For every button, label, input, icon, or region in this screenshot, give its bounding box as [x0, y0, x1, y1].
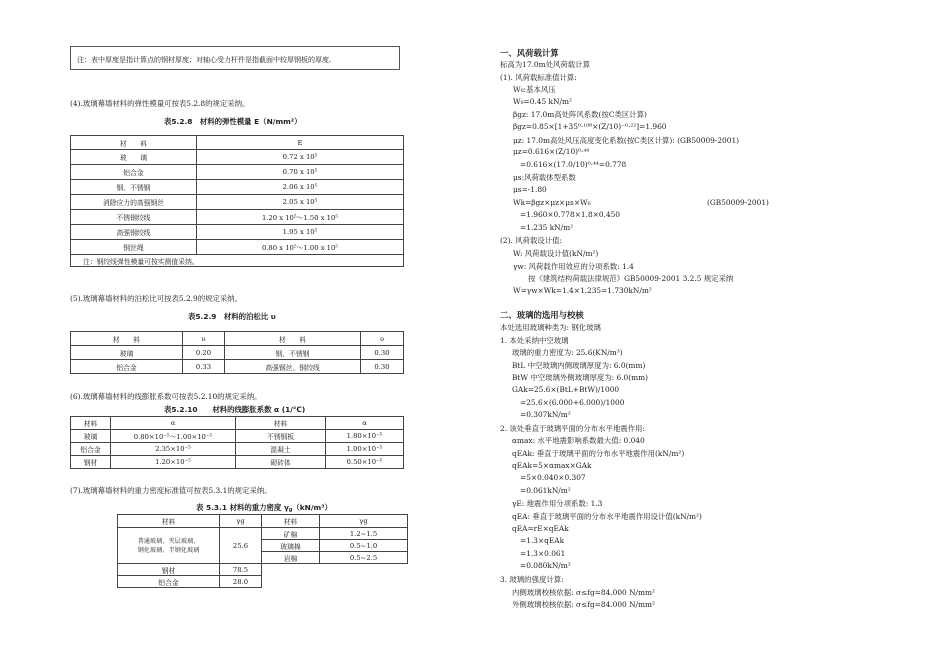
- t528-modulus: 0.80 x 10⁵～1.00 x 10⁵: [197, 240, 404, 255]
- calc-line: =0.080kN/m²: [520, 561, 571, 571]
- calc-line: 1. 本处采纳中空玻璃: [500, 335, 569, 345]
- t528-modulus: 1.95 x 10⁵: [197, 225, 404, 240]
- calc-line: BtW 中空玻璃外侧玻璃厚度为: 6.0(mm): [512, 373, 649, 383]
- calc-line: BtL 中空玻璃内侧玻璃厚度为: 6.0(mm): [512, 360, 646, 370]
- t528-material: 钢、不锈钢: [71, 180, 197, 195]
- ref-code: (GB50009-2001): [707, 198, 769, 207]
- t531-right-material: 玻璃棉: [262, 540, 320, 552]
- t529-header-cell: 材 料: [71, 332, 183, 346]
- table-531: [117, 514, 408, 588]
- calc-line: Wk=βgz×μz×μs×W₀: [513, 197, 591, 207]
- calc-line: W: 风荷载设计值(kN/m²): [513, 249, 599, 258]
- t5210-cell: 砌砖体: [236, 456, 326, 469]
- table-531-caption: 表 5.3.1 材料的重力密度 $\gamma_g(kN/m^3)$: [196, 503, 332, 513]
- table-row: [71, 456, 404, 469]
- calc-line: αmax: 水平地震影响系数最大值: 0.040: [512, 436, 645, 446]
- t531-steel-value: 78.5: [220, 564, 262, 576]
- section-2-heading: 二、玻璃的选用与校核: [500, 310, 584, 320]
- calc-line: 标高为17.0m处风荷载计算: [500, 60, 590, 69]
- t531-right-material: 岩棉: [262, 552, 320, 564]
- t5210-header-cell: 材料: [71, 417, 111, 430]
- t5210-cell: 2.35×10⁻⁵: [111, 443, 236, 456]
- t528-header-cell: E: [197, 136, 404, 150]
- calc-line: =25.6×(6.000+6.000)/1000: [520, 397, 625, 407]
- table-row: [71, 443, 404, 456]
- t528-material: 玻 璃: [71, 150, 197, 165]
- calc-line: =5×0.040×0.307: [520, 473, 586, 483]
- table-row: [71, 225, 404, 240]
- t531-right-value: 0.5~2.5: [320, 552, 408, 564]
- calc-line: =0.061kN/m²: [520, 485, 571, 495]
- t5210-cell: 不锈钢板: [236, 430, 326, 443]
- calc-line: 本处选用玻璃种类为: 钢化玻璃: [500, 323, 601, 332]
- t5210-cell: 铝合金: [71, 443, 111, 456]
- calc-line: (1). 风荷载标准值计算:: [500, 72, 577, 82]
- t531-head-gamma2: γg: [320, 515, 408, 528]
- t5210-cell: 玻璃: [71, 430, 111, 443]
- para-4: (4).玻璃幕墙材料的弹性模量可按表5.2.8的规定采纳。: [70, 99, 250, 108]
- t529-cell: 铝合金: [71, 360, 183, 374]
- t529-cell: 0.30: [361, 346, 404, 360]
- t529-cell: 玻璃: [71, 346, 183, 360]
- t5210-cell: 混凝土: [236, 443, 326, 456]
- t528-material: 不锈钢绞线: [71, 210, 197, 225]
- t5210-cell: 0.50×10⁻⁵: [326, 456, 404, 469]
- t528-modulus: 2.05 x 10⁵: [197, 195, 404, 210]
- table-row: [71, 360, 404, 374]
- para-7: (7).玻璃幕墙材料的重力密度标准值可按表5.3.1的规定采纳。: [70, 486, 272, 495]
- t5210-cell: 1.20×10⁻⁵: [111, 456, 236, 469]
- calc-line: =0.307kN/m²: [520, 410, 571, 420]
- t5210-cell: 1.00×10⁻⁵: [326, 443, 404, 456]
- calc-line: qEA=rE×qEAk: [512, 523, 569, 533]
- calc-line: qEAk: 垂直于玻璃平面的分布水平地震作用(kN/m²): [512, 449, 685, 458]
- calc-line: W=γw×Wk=1.4×1.235=1.730kN/m²: [513, 285, 652, 295]
- calc-line: qEA: 垂直于玻璃平面的分布水平地震作用设计值(kN/m²): [512, 512, 702, 521]
- table-row: [71, 210, 404, 225]
- t531-glass-material: [118, 528, 220, 564]
- t529-cell: 0.20: [183, 346, 225, 360]
- t531-head-material2: 材料: [262, 515, 320, 528]
- t5210-cell: 钢材: [71, 456, 111, 469]
- t528-material: 高强钢绞线: [71, 225, 197, 240]
- t531-right-value: 1.2~1.5: [320, 528, 408, 540]
- table-row: [71, 180, 404, 195]
- calc-line: qEAk=5×αmax×GAk: [512, 460, 592, 470]
- top-note-text: 注：表中厚度是指计算点的钢材厚度；对轴心受力杆件是指截面中较厚钢板的厚度.: [77, 56, 332, 64]
- calc-line: =1.235 kN/m²: [520, 222, 574, 232]
- t528-modulus: 0.70 x 10⁵: [197, 165, 404, 180]
- t529-cell: 钢、不锈钢: [225, 346, 361, 360]
- calc-line: μs:风荷载体型系数: [513, 173, 576, 183]
- calc-line: 内侧玻璃校核依据: σ≤fg=84.000 N/mm²: [512, 587, 656, 597]
- t528-modulus: 1.20 x 10⁵～1.50 x 10⁵: [197, 210, 404, 225]
- calc-line: 2. 该处垂直于玻璃平面的分布水平地震作用:: [500, 423, 645, 433]
- table-5210-caption: 表5.2.10 材料的线膨胀系数 α (1/℃): [164, 405, 306, 414]
- t529-cell: 0.33: [183, 360, 225, 374]
- t528-modulus: 2.06 x 10⁵: [197, 180, 404, 195]
- t531-head-material: 材料: [118, 515, 220, 528]
- calc-line: μz=0.616×(Z/10)⁰·⁴⁴: [513, 147, 590, 157]
- t531-alu-value: 28.0: [220, 576, 262, 588]
- t531-steel-material: 钢材: [118, 564, 220, 576]
- calc-line: W₀=0.45 kN/m²: [513, 96, 572, 106]
- table-5210: [70, 416, 404, 469]
- t5210-cell: 0.80×10⁻⁵～1.00×10⁻⁵: [111, 430, 236, 443]
- calc-line: W₀:基本风压: [513, 85, 556, 95]
- calc-line: =0.616×(17.0/10)⁰·⁴⁴=0.778: [520, 159, 627, 169]
- t528-material: 消除应力的高强钢丝: [71, 195, 197, 210]
- calc-line: GAk=25.6×(BtL+BtW)/1000: [512, 385, 620, 394]
- t528-modulus: 0.72 x 10⁵: [197, 150, 404, 165]
- table-row: [71, 240, 404, 255]
- t531-right-material: 矿棉: [262, 528, 320, 540]
- calc-line: βgz: 17.0m高处阵风系数(按C类区计算): [513, 110, 647, 120]
- t531-glass-material-line2: 钢化玻璃、半钢化玻璃: [137, 546, 200, 554]
- table-row: [71, 165, 404, 180]
- t528-material: 钢丝绳: [71, 240, 197, 255]
- t5210-cell: 1.80×10⁻⁵: [326, 430, 404, 443]
- section-1-heading: 一、风荷载计算: [500, 48, 559, 58]
- para-6: (6).玻璃幕墙材料的线膨胀系数可按表5.2.10的规定采纳。: [70, 392, 262, 401]
- calc-line: (2). 风荷载设计值:: [500, 236, 563, 246]
- table-529-caption: 表5.2.9 材料的泊松比 υ: [188, 312, 276, 321]
- calc-line: =1.3×0.061: [520, 548, 566, 558]
- calc-line: γw: 风荷载作用效应的分项系数: 1.4: [513, 261, 634, 271]
- calc-line: =1.3×qEAk: [520, 536, 565, 546]
- calc-line: 3. 玻璃的强度计算:: [500, 575, 564, 584]
- t531-head-gamma: γg: [220, 515, 262, 528]
- t531-alu-material: 铝合金: [118, 576, 220, 588]
- t531-glass-material-line1: 普通玻璃、夹层玻璃、: [137, 537, 200, 545]
- t529-header-cell: υ: [183, 332, 225, 346]
- calc-line: βgz=0.85×[1+35⁰·¹⁰⁸×(Z/10)⁻⁰·²²]=1.960: [513, 122, 667, 131]
- calc-line: 玻璃的重力密度为: 25.6(KN/m³): [512, 348, 623, 358]
- t529-header-cell: 材 料: [225, 332, 361, 346]
- t529-cell: 高强钢丝、钢绞线: [225, 360, 361, 374]
- t528-note: 注：钢绞线弹性模量可按实测值采纳。: [71, 255, 404, 267]
- top-note-box: [70, 46, 400, 70]
- t531-right-value: 0.5~1.0: [320, 540, 408, 552]
- para-5: (5).玻璃幕墙材料的泊松比可按表5.2.9的规定采纳。: [70, 294, 243, 303]
- table-529: [70, 331, 404, 374]
- t529-cell: 0.30: [361, 360, 404, 374]
- table-528: [70, 135, 404, 267]
- t531-glass-value: 25.6: [220, 528, 262, 564]
- table-row: [71, 150, 404, 165]
- calc-line: γE: 地震作用分项系数: 1.3: [512, 499, 603, 509]
- table-row: [71, 346, 404, 360]
- t5210-header-cell: α: [111, 417, 236, 430]
- t528-material: 铝合金: [71, 165, 197, 180]
- table-528-caption: 表5.2.8 材料的弹性模量 E（N/mm²）: [164, 117, 302, 126]
- t528-header-cell: 材 料: [71, 136, 197, 150]
- table-row: [71, 195, 404, 210]
- t529-header-cell: υ: [361, 332, 404, 346]
- table-row: [71, 430, 404, 443]
- calc-line: =1.960×0.778×1.8×0.450: [520, 210, 620, 220]
- t5210-header-cell: 材料: [236, 417, 326, 430]
- calc-line: μz: 17.0m高处风压高度变化系数(按C类区计算): (GB50009-2001): [513, 135, 740, 145]
- t5210-header-cell: α: [326, 417, 404, 430]
- calc-line: 外侧玻璃校核依据: σ≤fg=84.000 N/mm²: [512, 600, 656, 610]
- calc-line: μs=-1.80: [513, 185, 547, 194]
- calc-line: 按《建筑结构荷载法律规范》GB50009-2001 3.2.5 规定采纳: [528, 274, 734, 284]
